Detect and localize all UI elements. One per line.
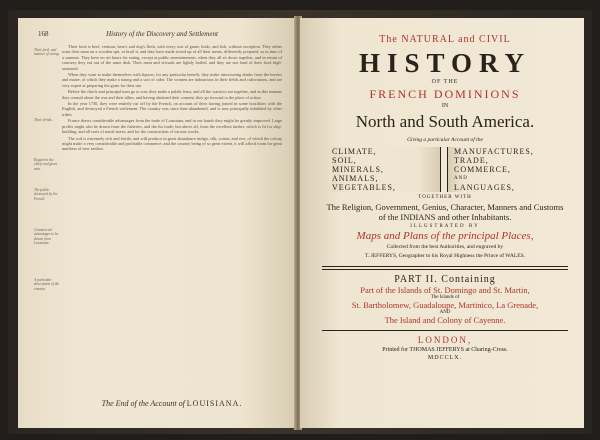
- topics-right: [447, 147, 558, 192]
- title-history: HISTORY: [358, 48, 532, 78]
- side-note: Their food, and manner of eating.: [34, 48, 60, 57]
- double-rule: [322, 266, 568, 270]
- topic: CLIMATE,: [332, 147, 377, 156]
- topic: MANUFACTURES,: [454, 147, 534, 156]
- side-note: Their drinks.: [34, 118, 53, 122]
- islands-line-2: St. Bartholomew, Guadaloupe, Martinico, La Grenade,: [351, 300, 539, 310]
- end-note-prefix: The End of the Account of: [101, 399, 185, 408]
- left-page-header: [38, 30, 286, 38]
- maps-line: Maps and Plans of the principal Places,: [356, 230, 534, 242]
- city: LONDON,: [417, 335, 473, 345]
- side-note: Regard to the chiefs and great men.: [34, 158, 58, 171]
- end-note: [62, 399, 282, 408]
- paragraph: Before the chiefs and principal men go to war, they make a public feast, and all the warriors eat together, and in this manner they consult about the war and their allies, and having obtained their consent, they go forward to the place of action.: [62, 89, 282, 100]
- open-book: [8, 10, 592, 434]
- topic: LANGUAGES,: [454, 183, 515, 192]
- left-page-body: [62, 44, 282, 153]
- engraver-line: T. JEFFERYS, Geographer to his Royal Highness the Prince of WALES.: [364, 253, 526, 259]
- paragraph: France draws considerable advantages from the trade of Louisiana, and in our hands they might be greatly improved. Large profits might also be drawn from the fisheries, and the fur trade; but above all, from the excellent timber, which is fit for ship-building, and all sorts of naval stores, and for the construction of various works.: [62, 118, 282, 135]
- side-note: The public destroyed by the French.: [34, 188, 58, 201]
- topic: SOIL,: [332, 156, 357, 165]
- description: The Religion, Government, Genius, Character, Manners and Customs of the INDIANS and other Inhabitants.: [326, 202, 564, 222]
- islands-line-3: The Island and Colony of Cayenne.: [384, 315, 506, 325]
- the-islands-of: The Islands of: [430, 295, 460, 300]
- paragraph: When they want to make themselves with liquors, for any particular benefit, they make intoxicating drinks from the berries and maize, of which they make a strong and a sort of cider. The women are industrious in their fields and cultivations, and are very expert at preparing the grain for their use.: [62, 72, 282, 88]
- printer: Printed for THOMAS JEFFERYS at Charing-Cross.: [382, 347, 508, 353]
- title-page: [300, 18, 584, 428]
- title-giving-account: Giving a particular Account of the: [407, 137, 483, 143]
- running-title: History of the Discovery and Settlement: [106, 30, 218, 38]
- islands-line-1: Part of the Islands of St. Domingo and St. Martin,: [360, 285, 530, 295]
- title-french-dominions: FRENCH DOMINIONS: [369, 87, 521, 101]
- topic: TRADE,: [454, 156, 489, 165]
- title-in: IN: [441, 103, 449, 109]
- topic: COMMERCE,: [454, 165, 511, 174]
- topic: AND: [454, 176, 468, 181]
- year: MDCCLX.: [427, 355, 463, 361]
- title-of-the: OF THE: [431, 79, 459, 85]
- illustrated-by: ILLUSTRATED BY: [410, 224, 480, 229]
- side-note: A particular description of the country.: [34, 278, 60, 291]
- topic: VEGETABLES,: [332, 183, 396, 192]
- end-note-place: LOUISIANA.: [186, 399, 243, 408]
- and-word: AND: [439, 310, 451, 315]
- topic: MINERALS,: [332, 165, 384, 174]
- left-page: [18, 18, 296, 428]
- topics-list: [332, 147, 558, 192]
- page-number: 168: [38, 30, 49, 38]
- title-line-natural-civil: The NATURAL and CIVIL: [379, 34, 511, 45]
- title-block: [322, 28, 568, 361]
- together-with: TOGETHER WITH: [418, 195, 472, 200]
- topics-left: [332, 147, 441, 192]
- paragraph: The soil is extremely rich and fertile, and will produce in great abundance indigo, silk, cotton, and rice, of which the colony might make a very considerable and profitable commerce; and the country being of so great extent, it will afford room for great numbers of new settlers.: [62, 135, 282, 152]
- title-north-south-america: North and South America.: [355, 112, 535, 131]
- collected-line: Collected from the best Authorities, and engraved by: [386, 244, 504, 250]
- topic: ANIMALS,: [332, 174, 379, 183]
- part-heading: PART II. Containing: [394, 274, 496, 285]
- side-note: Commercial advantages to be drawn from Louisiana.: [34, 228, 59, 246]
- paragraph: Their food is beef, venison, bear's and dog's flesh, with every sort of game, birds, and fish, without exception. They either roast their meat on a wooden spit, or broil it, and they have made stored up of all their meats, differently prepared, as in time of a summer. They have no set hours for eating, except at public entertainments, when they all sit down together, and in return of courtesy they eat out of the same dish. Their meat and victuals are lightly boiled, and they are not fond of their food high-seasoned.: [62, 44, 282, 71]
- rule: [322, 330, 568, 331]
- paragraph: In the year 1730, they were entirely cut off by the French, on account of their having joined in some hostilities with the English, and destroyed a French settlement. The country was since then abandoned, and is now principally inhabited by other tribes.: [62, 101, 282, 117]
